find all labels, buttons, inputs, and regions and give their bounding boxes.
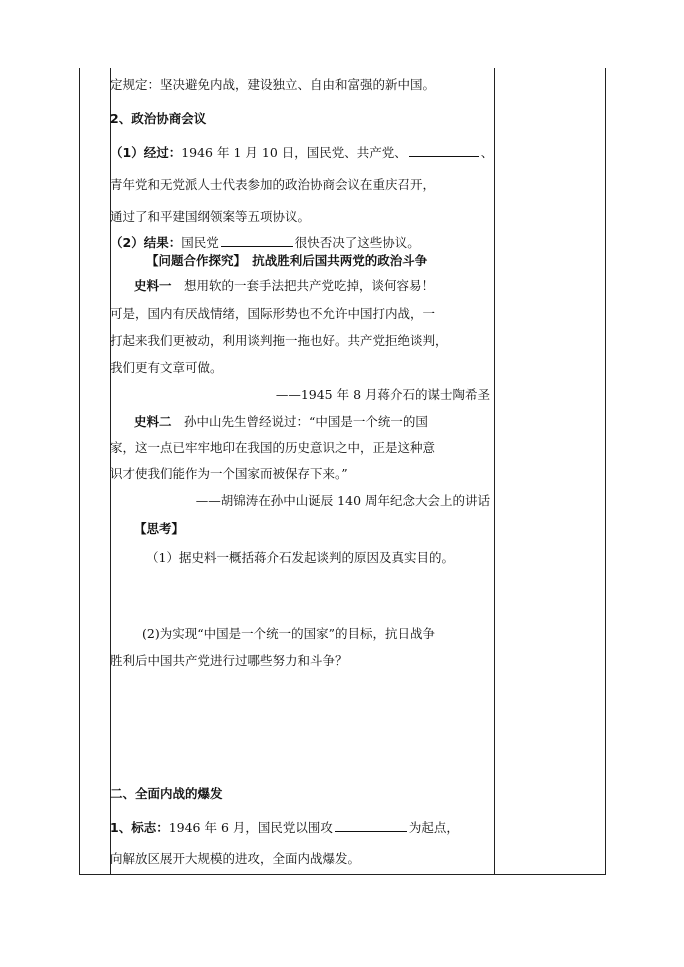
- question-2-cont: 胜利后中国共产党进行过哪些努力和斗争？: [110, 653, 348, 668]
- text-line: 向解放区展开大规模的进攻，全面内战爆发。: [110, 851, 361, 866]
- section-heading: 【问题合作探究】 抗战胜利后国共两党的政治斗争: [146, 253, 428, 268]
- text-line: 打起来我们更被动，利用谈判拖一拖也好。共产党拒绝谈判，: [110, 333, 448, 348]
- fill-blank[interactable]: [409, 144, 479, 157]
- text-line: 家，这一点已牢牢地印在我国的历史意识之中，正是这种意: [110, 440, 436, 455]
- text-line: 我们更有文章可做。: [110, 360, 223, 375]
- table-border-bottom: [79, 874, 606, 875]
- section-heading: 2、政治协商会议: [110, 111, 207, 126]
- text-line: 史料二 孙中山先生曾经说过：“中国是一个统一的国: [134, 414, 428, 429]
- text-line: 识才使我们能作为一个国家而被保存下来。”: [110, 466, 348, 481]
- question-2: (2)为实现“中国是一个统一的国家”的目标，抗日战争: [142, 626, 435, 641]
- table-border-right: [605, 68, 606, 875]
- text-line: 青年党和无党派人士代表参加的政治协商会议在重庆召开，: [110, 177, 436, 192]
- section-heading: 二、全面内战的爆发: [110, 786, 223, 801]
- table-border-col2: [494, 68, 495, 875]
- section-heading: 【思考】: [134, 521, 185, 536]
- table-border-left: [79, 68, 80, 875]
- fill-blank[interactable]: [221, 234, 293, 247]
- text-line: 史料一 想用软的一套手法把共产党吃掉，谈何容易！: [134, 278, 435, 293]
- text-line: 可是，国内有厌战情绪，国际形势也不允许中国打内战，一: [110, 306, 436, 321]
- text-line: 1、标志：1946 年 6 月，国民党以围攻 为起点，: [110, 820, 459, 835]
- text-line: 定规定：坚决避免内战，建设独立、自由和富强的新中国。: [110, 77, 436, 92]
- text-line: （2）结果：国民党 很快否决了这些协议。: [110, 235, 420, 250]
- source-citation: ——胡锦涛在孙中山诞辰 140 周年纪念大会上的讲话: [195, 493, 490, 508]
- question-1: （1）据史料一概括蒋介石发起谈判的原因及真实目的。: [146, 550, 454, 565]
- text-line: 通过了和平建国纲领案等五项协议。: [110, 209, 311, 224]
- fill-blank[interactable]: [335, 819, 407, 832]
- text-line: （1）经过：1946 年 1 月 10 日，国民党、共产党、 、: [110, 145, 494, 160]
- source-citation: ——1945 年 8 月蒋介石的谋士陶希圣: [275, 387, 490, 402]
